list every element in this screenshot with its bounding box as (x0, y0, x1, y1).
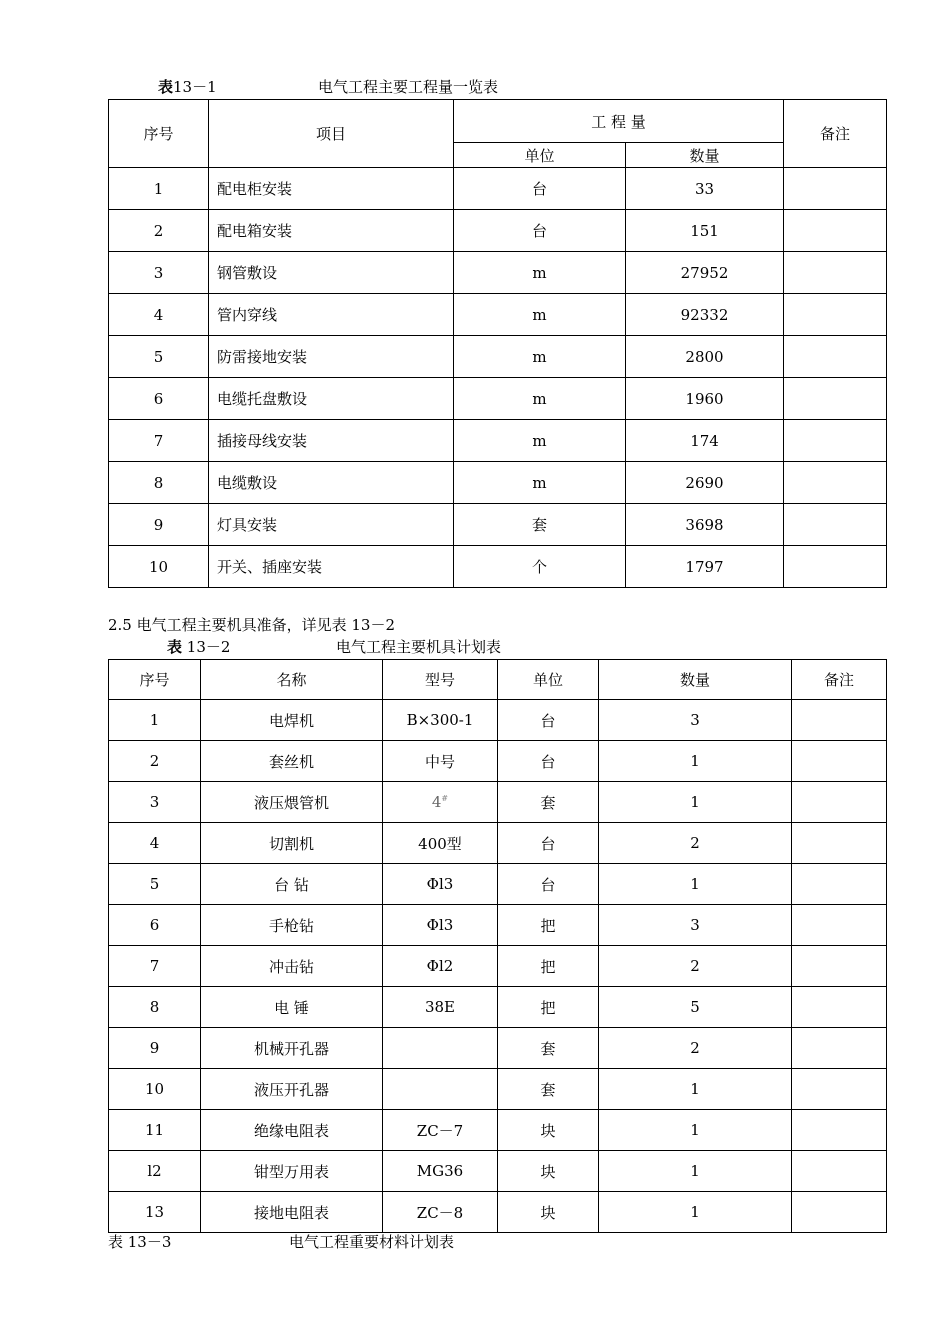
table-row (109, 504, 887, 546)
table2-cell-name (201, 987, 383, 1028)
table2-cell-seq-text: 4 (149, 834, 160, 852)
table2-cell-model (383, 700, 498, 741)
table1-cell-seq-text: 5 (153, 347, 164, 366)
table2-cell-model-text: ZC－8 (416, 1203, 464, 1222)
table2-cell-amount-text: 1 (690, 1203, 700, 1221)
table-row (109, 294, 887, 336)
table1-cell-seq (109, 462, 209, 504)
table2-cell-unit-text: 台 (540, 875, 556, 894)
table2-cell-model-text: 38E (424, 998, 456, 1016)
table2-cell-unit-text: 台 (540, 834, 556, 853)
table1-cell-item-text: 插接母线安装 (217, 432, 308, 450)
table1-cell-amount-text: 33 (694, 179, 715, 198)
table2-cell-unit (498, 700, 599, 741)
table1-cell-amount (626, 378, 784, 420)
table1-cell-seq-text: 6 (153, 389, 164, 408)
table2-cell-unit (498, 1110, 599, 1151)
table1-cell-remark (784, 168, 887, 210)
table2-header-seq: 序号 (109, 660, 201, 700)
table-row (109, 823, 887, 864)
table1-cell-amount-text: 2800 (685, 347, 724, 366)
table2-cell-unit-text: 台 (540, 752, 556, 771)
table1-cell-unit (454, 420, 626, 462)
table1-cell-unit (454, 168, 626, 210)
table2-cell-remark (792, 864, 887, 905)
table-row (109, 1110, 887, 1151)
table2-cell-seq (109, 1069, 201, 1110)
table2-cell-amount (599, 1069, 792, 1110)
table2-cell-seq-text: l2 (147, 1162, 162, 1180)
table1-cell-unit (454, 252, 626, 294)
table1-cell-remark (784, 420, 887, 462)
table1-cell-item (209, 168, 454, 210)
table1-cell-unit-text: m (532, 473, 547, 492)
table2-cell-name (201, 1069, 383, 1110)
table2-cell-remark (792, 905, 887, 946)
table1-cell-item (209, 294, 454, 336)
table-row (109, 946, 887, 987)
table1-cell-item-text: 配电箱安装 (217, 222, 293, 240)
table1-cell-seq (109, 420, 209, 462)
table2-header-remark: 备注 (792, 660, 887, 700)
table2-cell-amount-text: 1 (690, 1162, 700, 1180)
table2-cell-seq (109, 946, 201, 987)
table-row (109, 378, 887, 420)
table2-cell-name-text: 液压开孔器 (253, 1080, 329, 1099)
table2-cell-seq-text: 13 (144, 1203, 165, 1221)
table2-cell-unit-text: 块 (540, 1121, 556, 1140)
table2-cell-seq (109, 782, 201, 823)
table1-cell-seq-text: 3 (153, 263, 164, 282)
table-row (109, 462, 887, 504)
table2-cell-name (201, 782, 383, 823)
table2-cell-model-text: Φl3 (426, 875, 454, 893)
table2-cell-name (201, 946, 383, 987)
table2-cell-name (201, 741, 383, 782)
table2-cell-unit-text: 把 (540, 998, 556, 1017)
table2-cell-remark (792, 987, 887, 1028)
table2-cell-name (201, 1110, 383, 1151)
table1-cell-amount (626, 462, 784, 504)
table2-cell-amount-text: 3 (690, 916, 700, 934)
table2-header-unit: 单位 (498, 660, 599, 700)
table1-title: 电气工程主要工程量一览表 (318, 78, 499, 96)
table2-cell-unit (498, 782, 599, 823)
table1-cell-unit-text: 台 (531, 180, 547, 198)
table3-caption: 表 13－3 (108, 1233, 172, 1251)
table2-caption-label: 表 (167, 638, 183, 656)
table1-cell-seq-text: 2 (153, 221, 164, 240)
table2-cell-amount-text: 1 (690, 875, 700, 893)
table2-cell-amount (599, 823, 792, 864)
table2-cell-remark (792, 782, 887, 823)
table2-cell-name (201, 823, 383, 864)
table2-cell-model (383, 1069, 498, 1110)
table2-cell-seq-text: 11 (144, 1121, 165, 1139)
table2-cell-unit (498, 946, 599, 987)
table1-cell-item (209, 546, 454, 588)
table2-cell-remark (792, 1028, 887, 1069)
table2-cell-amount-text: 1 (690, 752, 700, 770)
table-row (109, 987, 887, 1028)
table2-cell-model (383, 1151, 498, 1192)
table2-cell-seq (109, 741, 201, 782)
table1-cell-amount-text: 174 (690, 431, 719, 450)
table1-cell-seq (109, 546, 209, 588)
table2-cell-name-text: 套丝机 (268, 752, 314, 771)
table2-cell-seq (109, 823, 201, 864)
table1-header-item: 项目 (209, 100, 454, 168)
table1-cell-item-text: 灯具安装 (217, 516, 278, 534)
table2-cell-amount-text: 3 (690, 711, 700, 729)
table2-header-amount: 数量 (599, 660, 792, 700)
table-row (109, 741, 887, 782)
table1-cell-unit (454, 378, 626, 420)
table2-cell-remark (792, 823, 887, 864)
table2-cell-name-text: 冲击钻 (268, 957, 314, 976)
table2-cell-seq (109, 1151, 201, 1192)
table2-cell-amount-text: 5 (690, 998, 700, 1016)
table2-cell-model (383, 1110, 498, 1151)
table1-cell-unit-text: m (532, 431, 547, 450)
table2-cell-amount (599, 700, 792, 741)
table1-cell-amount (626, 294, 784, 336)
table1-cell-unit-text: 套 (531, 516, 547, 534)
table1-cell-amount (626, 252, 784, 294)
table-row (109, 336, 887, 378)
table2-cell-model (383, 1192, 498, 1233)
table2-cell-unit (498, 741, 599, 782)
table2-cell-seq-text: 7 (149, 957, 160, 975)
table2-cell-name (201, 1192, 383, 1233)
table1-cell-item-text: 开关、插座安装 (217, 558, 323, 576)
table1-header-quantity-group: 工 程 量 (454, 100, 784, 143)
table1-cell-seq (109, 378, 209, 420)
table2-cell-amount (599, 782, 792, 823)
table1-cell-remark (784, 462, 887, 504)
table1-cell-amount (626, 504, 784, 546)
table-row (109, 864, 887, 905)
table1-cell-remark (784, 252, 887, 294)
table2-cell-unit-text: 套 (540, 1080, 556, 1099)
table2-cell-remark (792, 1151, 887, 1192)
table2-cell-name-text: 绝缘电阻表 (253, 1121, 329, 1140)
table2-cell-remark (792, 946, 887, 987)
table2-cell-name-text: 电 锤 (274, 998, 309, 1017)
table1-cell-unit (454, 546, 626, 588)
table2-cell-unit (498, 864, 599, 905)
table-row (109, 700, 887, 741)
table2-cell-seq-text: 2 (149, 752, 160, 770)
model-mark: # (441, 794, 449, 803)
table1-caption-number: 13－1 (173, 78, 217, 96)
table2-cell-model (383, 905, 498, 946)
table2-cell-model-text: 400型 (418, 834, 462, 853)
table2-caption (167, 636, 230, 657)
table2-cell-name-text: 接地电阻表 (253, 1203, 329, 1222)
table2-cell-remark (792, 1069, 887, 1110)
table1-cell-unit-text: m (532, 305, 547, 324)
table1-cell-unit-text: 台 (531, 222, 547, 240)
table2-cell-name (201, 905, 383, 946)
table2-cell-model-text: Φl3 (426, 916, 454, 934)
table1-cell-seq-text: 1 (153, 179, 164, 198)
table1-cell-remark (784, 294, 887, 336)
table1-cell-amount-text: 1797 (685, 557, 724, 576)
table2-cell-unit (498, 987, 599, 1028)
table1-cell-unit-text: m (532, 389, 547, 408)
table1-header-amount: 数量 (626, 143, 784, 168)
table2-cell-amount-text: 1 (690, 1121, 700, 1139)
table1-cell-item (209, 462, 454, 504)
section-text: 2.5 电气工程主要机具准备，详见表 13－2 (108, 616, 396, 634)
table2-cell-amount (599, 1028, 792, 1069)
table2 (108, 659, 887, 1233)
table2-cell-seq (109, 987, 201, 1028)
table-row (109, 1069, 887, 1110)
table2-cell-model (383, 782, 498, 823)
table2-cell-amount (599, 946, 792, 987)
table-row (109, 210, 887, 252)
table2-cell-seq-text: 6 (149, 916, 160, 934)
table1-cell-amount (626, 210, 784, 252)
table2-cell-amount (599, 1151, 792, 1192)
table1-cell-remark (784, 504, 887, 546)
table1-cell-remark (784, 210, 887, 252)
table2-cell-model (383, 1028, 498, 1069)
table2-header-model: 型号 (383, 660, 498, 700)
table2-cell-unit (498, 823, 599, 864)
table-row (109, 1028, 887, 1069)
table2-cell-unit (498, 1151, 599, 1192)
table2-cell-model-text: MG36 (416, 1162, 464, 1180)
table-row (109, 420, 887, 462)
table2-cell-name (201, 700, 383, 741)
table1-cell-amount-text: 3698 (685, 515, 724, 534)
table1-cell-amount-text: 1960 (685, 389, 724, 408)
table2-cell-model-text: 4 (431, 793, 442, 811)
table2-cell-amount (599, 864, 792, 905)
table2-cell-model (383, 741, 498, 782)
table1-cell-seq (109, 168, 209, 210)
table2-cell-amount-text: 2 (690, 957, 700, 975)
table2-cell-amount-text: 2 (690, 834, 700, 852)
table2-cell-name-text: 液压煨管机 (253, 793, 329, 812)
table1-header-seq: 序号 (109, 100, 209, 168)
table2-cell-seq (109, 1028, 201, 1069)
table2-cell-seq (109, 1110, 201, 1151)
table2-cell-name (201, 864, 383, 905)
table2-cell-seq-text: 10 (144, 1080, 165, 1098)
table2-cell-amount-text: 1 (690, 793, 700, 811)
table-row (109, 252, 887, 294)
table2-cell-unit-text: 块 (540, 1203, 556, 1222)
table1-cell-remark (784, 546, 887, 588)
table3-title: 电气工程重要材料计划表 (289, 1233, 455, 1251)
table2-cell-amount (599, 741, 792, 782)
table2-cell-model-text: Φl2 (426, 957, 454, 975)
table1-cell-unit-text: 个 (531, 558, 547, 576)
table2-cell-seq-text: 9 (149, 1039, 160, 1057)
table1-cell-amount (626, 336, 784, 378)
table1-header-remark: 备注 (784, 100, 887, 168)
table1-cell-seq (109, 336, 209, 378)
table2-cell-unit-text: 块 (540, 1162, 556, 1181)
table1-cell-seq-text: 8 (153, 473, 164, 492)
table1-cell-item (209, 504, 454, 546)
table1-cell-amount-text: 92332 (680, 305, 729, 324)
table1-cell-amount-text: 2690 (685, 473, 724, 492)
table2-cell-seq-text: 5 (149, 875, 160, 893)
table2-cell-model (383, 987, 498, 1028)
table2-cell-unit-text: 套 (540, 1039, 556, 1058)
table1-cell-item-text: 防雷接地安装 (217, 348, 308, 366)
table1-cell-seq-text: 4 (153, 305, 164, 324)
table1-cell-unit-text: m (532, 263, 547, 282)
table1-cell-seq (109, 294, 209, 336)
table1-cell-item-text: 电缆托盘敷设 (217, 390, 308, 408)
table1-caption-label: 表 (158, 78, 174, 96)
table1-cell-item-text: 配电柜安装 (217, 180, 293, 198)
table1-cell-item-text: 电缆敷设 (217, 474, 278, 492)
table1-cell-unit (454, 294, 626, 336)
table1-cell-item (209, 252, 454, 294)
table2-cell-name-text: 钳型万用表 (253, 1162, 329, 1181)
table2-cell-seq-text: 1 (149, 711, 160, 729)
table2-cell-amount (599, 987, 792, 1028)
table2-cell-name-text: 切割机 (268, 834, 314, 853)
table2-cell-remark (792, 1110, 887, 1151)
table1-cell-seq (109, 504, 209, 546)
table2-cell-seq-text: 8 (149, 998, 160, 1016)
table1-cell-amount (626, 168, 784, 210)
table1-cell-unit (454, 210, 626, 252)
table2-cell-name-text: 电焊机 (268, 711, 314, 730)
table1-cell-amount-text: 151 (690, 221, 719, 240)
table2-cell-seq (109, 1192, 201, 1233)
table1-cell-seq-text: 7 (153, 431, 164, 450)
table1-cell-unit-text: m (532, 347, 547, 366)
table2-cell-unit-text: 套 (540, 793, 556, 812)
table1-cell-item (209, 420, 454, 462)
table2-cell-model-text: B×300-1 (406, 711, 474, 729)
table2-cell-name (201, 1028, 383, 1069)
table2-cell-name (201, 1151, 383, 1192)
table2-cell-seq-text: 3 (149, 793, 160, 811)
table2-cell-model-text: ZC－7 (416, 1121, 464, 1140)
table1-cell-seq (109, 252, 209, 294)
table2-cell-remark (792, 1192, 887, 1233)
table1-cell-remark (784, 336, 887, 378)
table1-cell-amount (626, 420, 784, 462)
table2-cell-model (383, 864, 498, 905)
table2-cell-amount (599, 1192, 792, 1233)
table1-cell-item (209, 336, 454, 378)
table1-cell-unit (454, 504, 626, 546)
table2-cell-seq (109, 864, 201, 905)
table2-cell-amount-text: 2 (690, 1039, 700, 1057)
table2-cell-unit (498, 1192, 599, 1233)
table1-cell-unit (454, 462, 626, 504)
table2-cell-model-text: 中号 (424, 752, 455, 771)
table1-caption (158, 76, 217, 97)
table2-cell-unit-text: 把 (540, 957, 556, 976)
table2-cell-name-text: 台 钻 (274, 875, 309, 894)
table2-cell-remark (792, 741, 887, 782)
table1-cell-item-text: 管内穿线 (217, 306, 278, 324)
table1 (108, 99, 887, 588)
table1-cell-unit (454, 336, 626, 378)
table1-cell-item (209, 378, 454, 420)
table2-cell-amount (599, 905, 792, 946)
table1-cell-seq-text: 10 (148, 557, 169, 576)
table-row (109, 1151, 887, 1192)
table2-cell-seq (109, 905, 201, 946)
table1-cell-item (209, 210, 454, 252)
table-row (109, 546, 887, 588)
table2-cell-name-text: 机械开孔器 (253, 1039, 329, 1058)
table1-cell-amount (626, 546, 784, 588)
table2-cell-unit (498, 905, 599, 946)
table2-cell-model (383, 823, 498, 864)
table2-cell-unit-text: 把 (540, 916, 556, 935)
table2-cell-unit (498, 1028, 599, 1069)
table2-cell-amount (599, 1110, 792, 1151)
table1-cell-item-text: 钢管敷设 (217, 264, 278, 282)
table2-title: 电气工程主要机具计划表 (336, 638, 502, 656)
table-row (109, 168, 887, 210)
table2-cell-seq (109, 700, 201, 741)
table1-cell-seq (109, 210, 209, 252)
table2-cell-unit (498, 1069, 599, 1110)
table1-cell-remark (784, 378, 887, 420)
table-row (109, 905, 887, 946)
table1-header-unit: 单位 (454, 143, 626, 168)
table-row (109, 1192, 887, 1233)
table1-cell-seq-text: 9 (153, 515, 164, 534)
table2-header-name: 名称 (201, 660, 383, 700)
table2-cell-amount-text: 1 (690, 1080, 700, 1098)
table1-cell-amount-text: 27952 (680, 263, 729, 282)
table2-cell-name-text: 手枪钻 (268, 916, 314, 935)
table-row (109, 782, 887, 823)
table2-caption-number: 13－2 (186, 638, 231, 656)
table2-cell-model (383, 946, 498, 987)
table2-cell-remark (792, 700, 887, 741)
table2-cell-unit-text: 台 (540, 711, 556, 730)
